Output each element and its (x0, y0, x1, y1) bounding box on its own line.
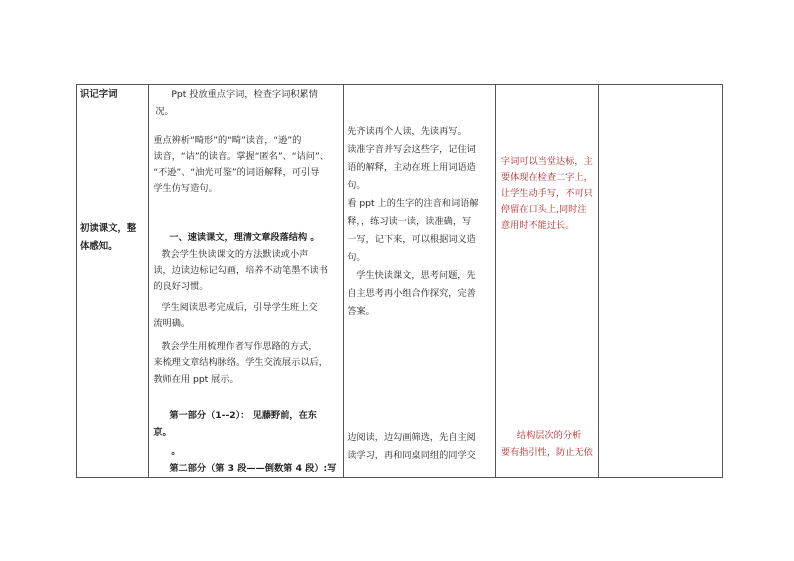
table-row (77, 85, 723, 478)
part-one-heading-2: 京。 (153, 427, 172, 438)
stage-column (77, 85, 149, 478)
text-line: 先齐读再个人读，先读再写。 (347, 126, 467, 137)
lesson-plan-table (76, 84, 723, 478)
text-line: 释，，练习读一读，读准确，写 (347, 216, 472, 227)
text-line: 来梳理文章结构脉络。学生交流展示以后， (153, 357, 328, 368)
text-line: 读准字音并写会这些字，记住词 (347, 144, 476, 155)
note-line: 字词可以当堂达标，主 (500, 156, 593, 167)
stage-label-first-reading: 初读课文，整 (80, 223, 137, 234)
note-line: 意用时不能过长。 (500, 220, 575, 231)
text-line: 自主思考再小组合作探究，完善 (347, 288, 476, 299)
text-line: 况。 (155, 106, 174, 117)
note-line: 要体现在检查二字上， (500, 172, 593, 183)
stage-label-first-reading-2: 体感知。 (80, 241, 118, 252)
text-dot: 。 (171, 446, 181, 457)
text-line: 读音，“诘”的读音。掌握“匿名”、“诘问”、 (153, 151, 329, 162)
section-heading: 一、速读课文，理清文章段落结构 。 (169, 232, 320, 243)
text-line: 语的解释，主动在班上用词语造 (347, 162, 476, 173)
part-one-heading: 第一部分（1--2）： 见藤野前，在东 (169, 410, 317, 421)
text-line: 教会学生快读课文的方法默读或小声 (161, 249, 309, 260)
design-notes-column (495, 85, 598, 478)
text-line: 学生仿写造句。 (153, 183, 218, 194)
text-line: Ppt 投放重点字词，检查字词积累情 (171, 89, 318, 100)
note-line: 结构层次的分析 (516, 430, 582, 441)
note-line: 让学生动手写，不可只 (500, 188, 593, 199)
text-line: 学生阅读思考完成后，引导学生班上交 (161, 302, 318, 313)
text-line: 句。 (347, 180, 366, 191)
text-line: 读学习，再和同桌同组的同学交 (347, 450, 476, 461)
text-line: 句。 (347, 252, 366, 263)
student-activity-column (344, 85, 496, 478)
note-line: 要有指引性，防止无依 (500, 447, 593, 458)
text-line: 边阅读，边勾画筛选，先自主阅 (347, 432, 476, 443)
text-line: 学生快读课文，思考问题，先 (356, 270, 476, 281)
text-line: “不逊”、“油光可鉴”的词语解释，可引导 (153, 167, 320, 178)
text-line: 的良好习惯。 (153, 281, 209, 292)
text-line: 读，边读边标记勾画，培养不动笔墨不读书 (153, 265, 328, 276)
text-line: 流明确。 (153, 318, 191, 329)
text-line: 重点辨析“畸形”的“畸”读音，“逊”的 (153, 135, 302, 146)
text-line: 教会学生用梳理作者写作思路的方式， (161, 341, 318, 352)
text-line: 答案。 (347, 306, 375, 317)
text-line: 看 ppt 上的生字的注音和词语解 (347, 198, 479, 209)
stage-label-vocabulary: 识记字词 (80, 89, 118, 100)
teacher-activity-column (149, 85, 344, 478)
text-line: 一写，记下来，可以根据词义造 (347, 234, 476, 245)
part-two-heading: 第二部分（第 3 段——倒数第 4 段）:写 (169, 463, 337, 474)
empty-column (599, 85, 723, 478)
text-line: 教师在用 ppt 展示。 (153, 374, 239, 385)
note-line: 停留在口头上,同时注 (500, 204, 587, 215)
